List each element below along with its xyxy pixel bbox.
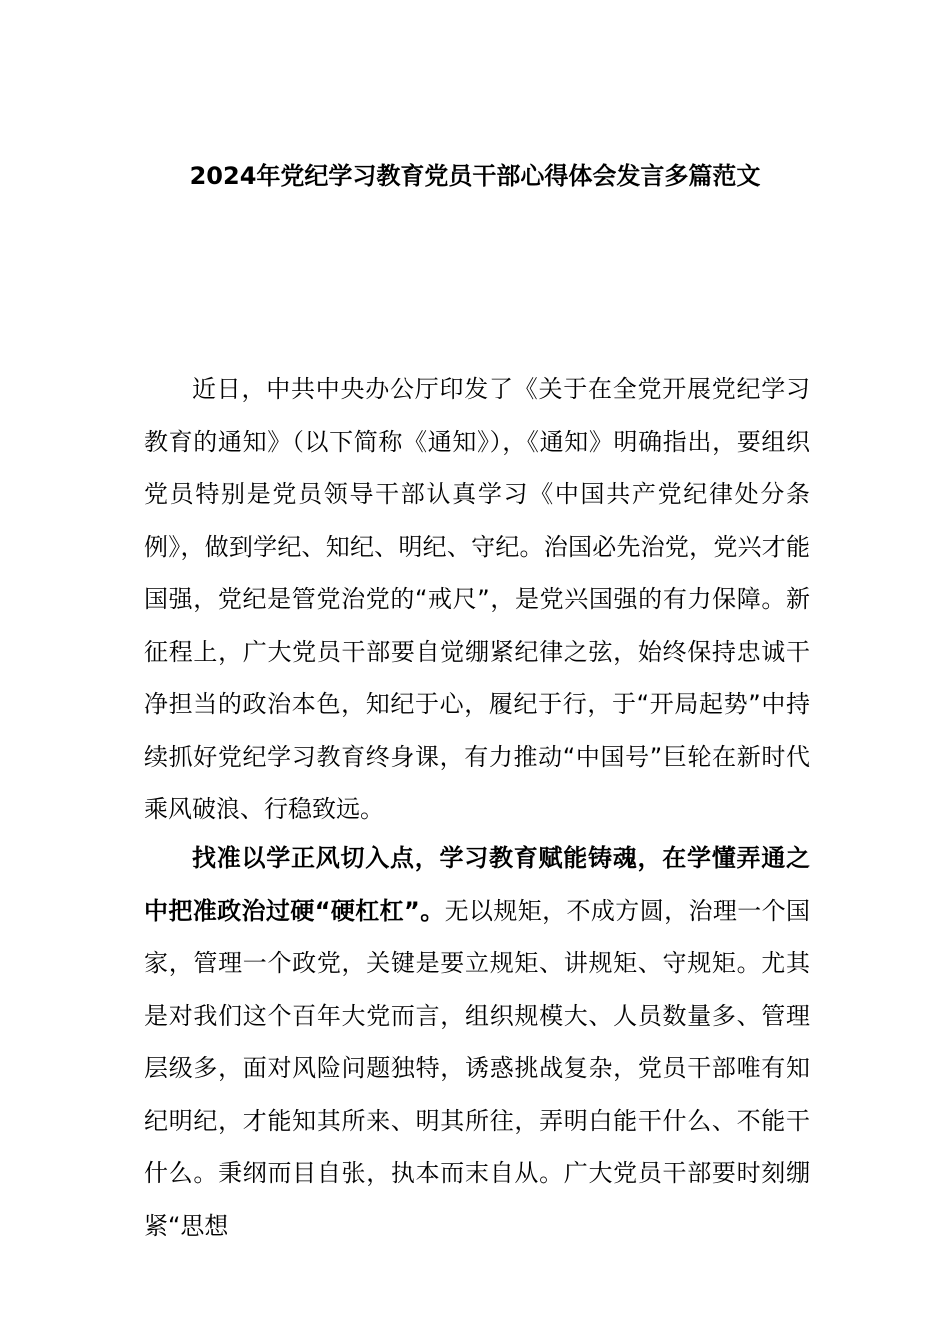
paragraph-section-1-text: 无以规矩，不成方圆，治理一个国家，管理一个政党，关键是要立规矩、讲规矩、守规矩。尤其是对我们这个百年大党而言，组织规模大、人员数量多、管理层级多，面对风险问题独特，诱惑挑战复杂，党员干部唯有知纪明纪，才能知其所来、明其所往，弄明白能干什么、不能干什么。秉纲而目自张，执本而末自从。广大党员干部要时刻绷紧“思想 <box>144 896 811 1240</box>
section-heading: 找准以学正风切入点，学习教育赋能铸魂，在学懂弄通之中把准政治过硬“硬杠杠”。 <box>144 844 810 925</box>
paragraph-intro-text: 近日，中共中央办公厅印发了《关于在全党开展党纪学习教育的通知》（以下简称《通知》），《通知》明确指出，要组织党员特别是党员领导干部认真学习《中国共产党纪律处分条例》，做到学纪、知纪、明纪、守纪。治国必先治党，党兴才能国强，党纪是管党治党的“戒尺”，是党兴国强的有力保障。新征程上，广大党员干部要自觉绷紧纪律之弦，始终保持忠诚干净担当的政治本色，知纪于心，履纪于行，于“开局起势”中持续抓好党纪学习教育终身课，有力推动“中国号”巨轮在新时代乘风破浪、行稳致远。 <box>144 375 810 823</box>
paragraph-section-1 <box>144 832 810 1252</box>
paragraph-intro <box>144 363 810 836</box>
document-title: 2024年党纪学习教育党员干部心得体会发言多篇范文 <box>189 162 761 190</box>
